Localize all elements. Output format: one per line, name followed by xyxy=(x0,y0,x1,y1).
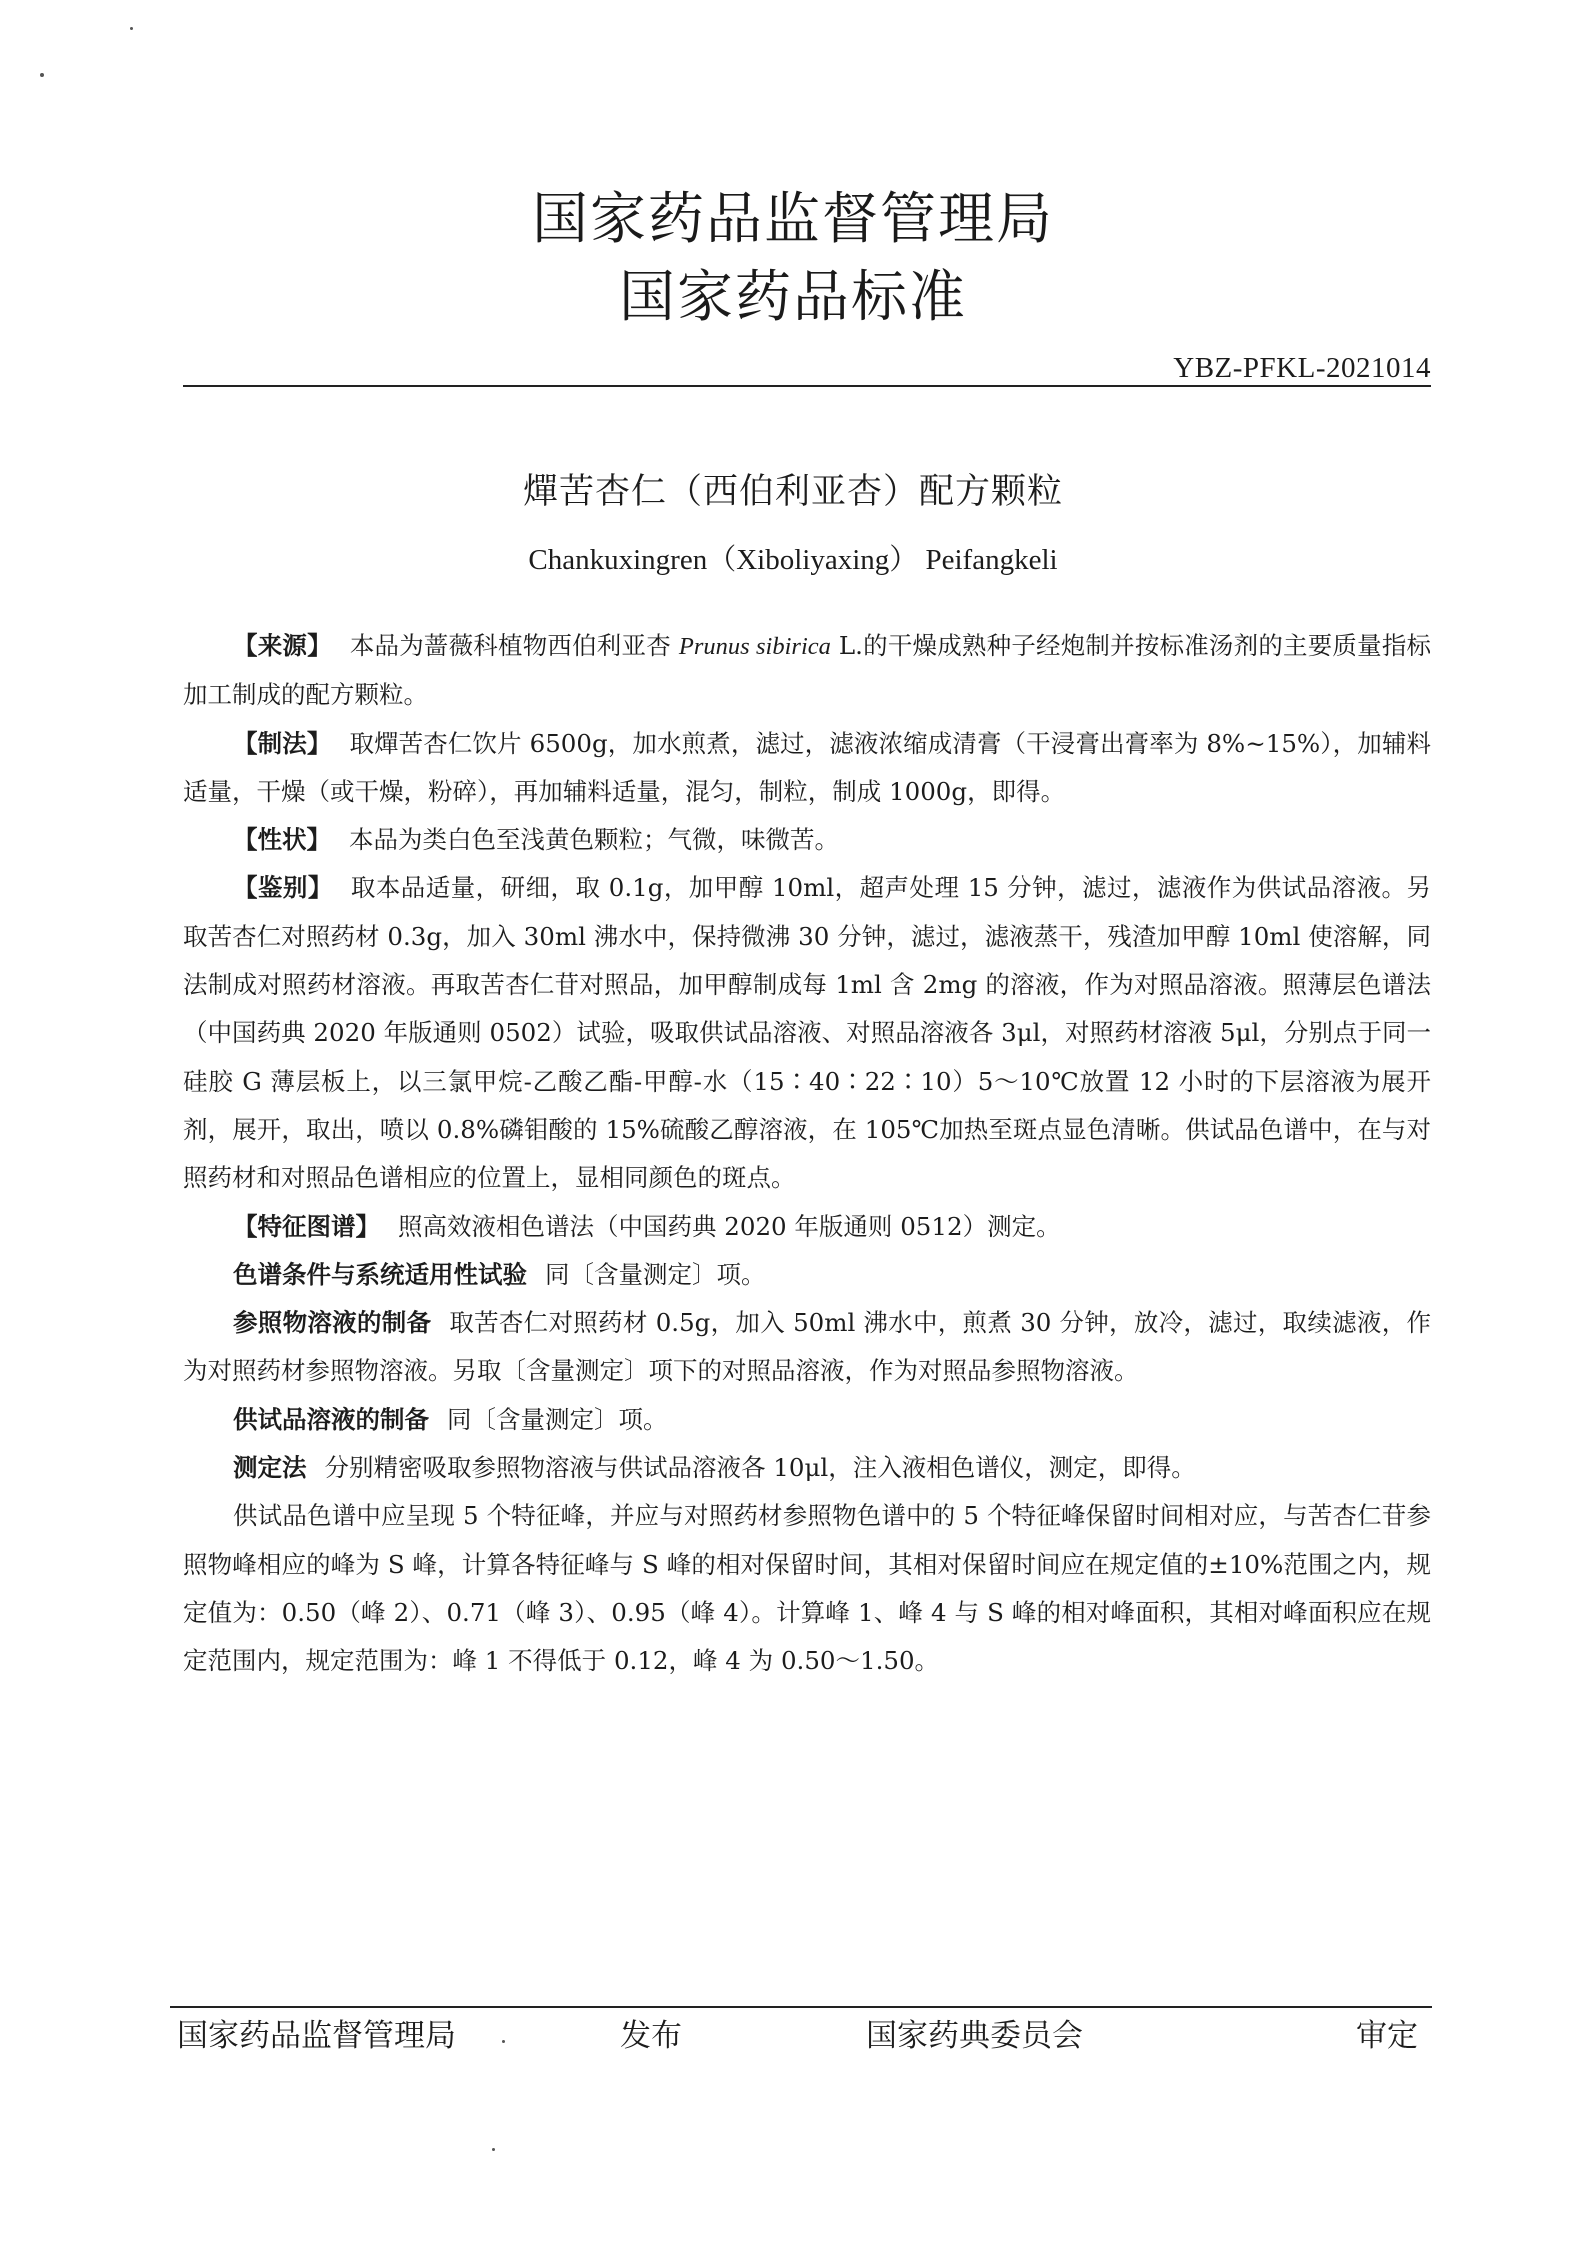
method-label: 【制法】 xyxy=(233,728,332,758)
source-paragraph xyxy=(183,622,1431,720)
method-text: 取燀苦杏仁饮片 6500g，加水煎煮，滤过，滤液浓缩成清膏（干浸膏出膏率为 8%~15%），加辅料适量，干燥（或干燥，粉碎），再加辅料适量，混匀，制粒，制成 1000g，即得。 xyxy=(183,728,1431,806)
assay-text: 分别精密吸取参照物溶液与供试品溶液各 10μl，注入液相色谱仪，测定，即得。 xyxy=(324,1453,1196,1483)
assay-label: 测定法 xyxy=(233,1453,307,1483)
fingerprint-label: 【特征图谱】 xyxy=(233,1211,380,1241)
footer-issuer: 国家药品监督管理局 xyxy=(177,2018,456,2054)
fingerprint-paragraph xyxy=(183,1203,1431,1251)
product-name: 燀苦杏仁（西伯利亚杏）配方颗粒 xyxy=(522,472,1063,512)
footer-reviewer: 国家药典委员会 xyxy=(866,2018,1083,2054)
identification-paragraph xyxy=(183,864,1431,1202)
reference-paragraph xyxy=(183,1299,1431,1396)
footer xyxy=(0,2010,1586,2070)
reference-text: 取苦杏仁对照药材 0.5g，加入 50ml 沸水中，煎煮 30 分钟，放冷，滤过，取续滤液，作为对照药材参照物溶液。另取〔含量测定〕项下的对照品溶液，作为对照品参照物溶液。 xyxy=(183,1308,1431,1386)
identification-text: 取本品适量，研细，取 0.1g，加甲醇 10ml，超声处理 15 分钟，滤过，滤液作为供试品溶液。另取苦杏仁对照药材 0.3g，加入 30ml 沸水中，保持微沸 30 分钟，滤过，滤液蒸干，残渣加甲醇 10ml 使溶解，同法制成对照药材溶液。再取苦杏仁苷对照品，加甲醇制成每 1ml 含 2mg 的溶液，作为对照品溶液。照薄层色谱法（中国药典 2020 年版通则 0502）试验，吸取供试品溶液、对照品溶液各 3μl，对照药材溶液 5μl，分别点于同一硅胶 G 薄层板上，以三氯甲烷-乙酸乙酯-甲醇-水（15∶40∶22∶10）5～10℃放置 12 小时的下层溶液为展开剂，展开，取出，喷以 0.8%磷钼酸的 15%硫酸乙醇溶液，在 105℃加热至斑点显色清晰。供试品色谱中，在与对照药材和对照品色谱相应的位置上，显相同颜色的斑点。 xyxy=(183,873,1432,1193)
document-code: YBZ-PFKL-2021014 xyxy=(1173,352,1431,384)
document-body xyxy=(183,622,1431,1686)
result-text: 供试品色谱中应呈现 5 个特征峰，并应与对照药材参照物色谱中的 5 个特征峰保留时间相对应，与苦杏仁苷参照物峰相应的峰为 S 峰，计算各特征峰与 S 峰的相对保留时间，其相对保留时间应在规定值的±10%范围之内，规定值为：0.50（峰 2）、0.71（峰 3）、0.95（峰 4）。计算峰 1、峰 4 与 S 峰的相对峰面积，其相对峰面积应在规定范围内，规定范围为：峰 1 不得低于 0.12，峰 4 为 0.50～1.50。 xyxy=(183,1501,1431,1676)
scan-speck xyxy=(40,73,44,77)
header-divider xyxy=(183,385,1431,387)
identification-label: 【鉴别】 xyxy=(233,873,333,903)
fingerprint-text: 照高效液相色谱法（中国药典 2020 年版通则 0512）测定。 xyxy=(398,1211,1061,1241)
conditions-label: 色谱条件与系统适用性试验 xyxy=(233,1259,527,1289)
character-label: 【性状】 xyxy=(233,825,331,855)
footer-review-label: 审定 xyxy=(1356,2018,1418,2054)
conditions-text: 同〔含量测定〕项。 xyxy=(545,1259,766,1289)
scan-speck xyxy=(130,27,133,30)
character-paragraph xyxy=(183,816,1431,864)
method-paragraph xyxy=(183,720,1431,817)
agency-title: 国家药品监督管理局 xyxy=(532,187,1054,252)
result-paragraph xyxy=(183,1492,1431,1685)
product-pinyin: Chankuxingren（Xiboliyaxing） Peifangkeli xyxy=(528,544,1058,576)
conditions-paragraph xyxy=(183,1251,1431,1299)
source-latin-name: Prunus sibirica xyxy=(678,633,831,660)
source-label: 【来源】 xyxy=(233,631,332,660)
source-text-before: 本品为蔷薇科植物西伯利亚杏 xyxy=(349,631,671,660)
assay-paragraph xyxy=(183,1444,1431,1492)
footer-divider xyxy=(170,2006,1432,2008)
scan-speck xyxy=(492,2148,495,2151)
sample-text: 同〔含量测定〕项。 xyxy=(447,1404,668,1434)
standard-title: 国家药品标准 xyxy=(619,265,967,330)
source-text-after: L.的干燥成熟种子经炮制并按标准汤剂的主要质量指标加工制成的配方颗粒。 xyxy=(183,631,1432,710)
character-text: 本品为类白色至浅黄色颗粒；气微，味微苦。 xyxy=(349,825,839,855)
sample-label: 供试品溶液的制备 xyxy=(233,1404,429,1434)
footer-issue-label: 发布 xyxy=(620,2018,682,2054)
sample-paragraph xyxy=(183,1396,1431,1444)
reference-label: 参照物溶液的制备 xyxy=(233,1308,432,1338)
